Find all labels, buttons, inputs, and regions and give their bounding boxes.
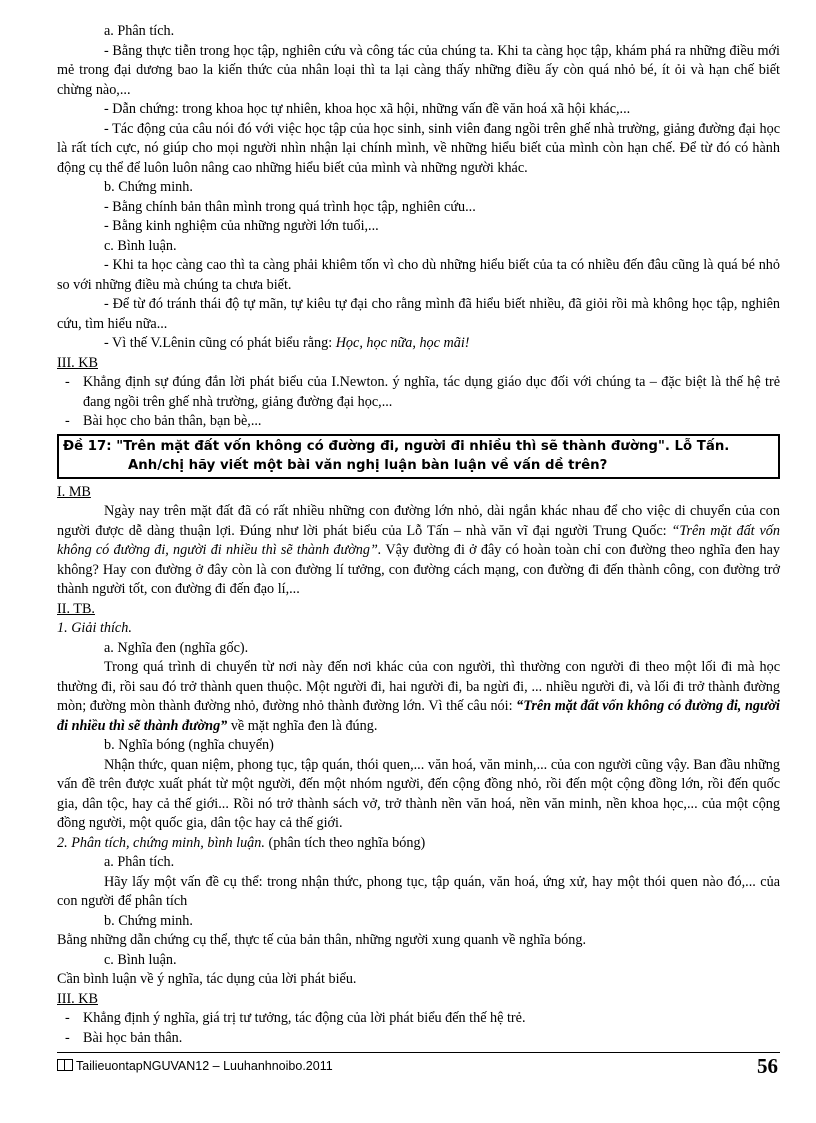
paragraph-text: Trong quá trình di chuyển từ nơi này đến nơi khác của con người, thì thường con người đi theo một lối đi mà học thường đi, rồi sau đó trở thành quen thuộc. Một người đi, hai người đi, ba ngừi đi, ... nhiều người đi, và lối đi trở thành đường mòn; đường mòn thành đường nhỏ, đường nhỏ thành đường lớn. Vì thế câu nói: [57,659,780,714]
paragraph [57,502,780,600]
section-label: b. Nghĩa bóng (nghĩa chuyển) [104,737,274,753]
book-icon [57,1059,73,1071]
subsection-title-text: 2. Phân tích, chứng minh, bình luận. [57,834,265,851]
paragraph: - Dẫn chứng: trong khoa học tự nhiên, khoa học xã hội, những vấn đề văn hoá xã hội khác,... [104,101,631,117]
footer-left [57,1057,333,1077]
section-label: a. Nghĩa đen (nghĩa gốc). [104,639,249,656]
paragraph: Nhận thức, quan niệm, phong tục, tập quán, thói quen,... văn hoá, văn minh,... của con người cũng vậy. Ban đầu những vấn đề trên được xuất phát từ một người, đến một nhóm người, đến cộng đồng nhỏ, rồi đến một cộng đồng lớn, rồi đến quốc gia, dân tộc, hay cả thế giới... Rồi nó trở thành sách vở, trở thành nền văn hoá, nền văn minh, nền khoa học,... của một cộng đồng người, một quốc gia, dân tộc hay cả thế giới. [57,756,780,831]
section-label: b. Chứng minh. [104,912,193,929]
paragraph-text: - Vì thế V.Lênin cũng có phát biểu rằng: [104,335,336,351]
footer-text: TailieuontapNGUVAN12 – Luuhanhnoibo.2011 [76,1059,333,1073]
bullet-item: - Bài học cho bản thân, bạn bè,... [57,412,780,432]
section-label: b. Chứng minh. [104,179,193,195]
paragraph-text: Vậy đường đi ở đây có hoàn toàn chỉ con đường theo nghĩa đen hay không? Hay con đường ở đây còn là con đường lí tưởng, con đường cách mạng, con đường đi đến thành công, con đường trở thành người tốt, con đường đi đến đạo lí,... [57,542,780,597]
paragraph: - Khi ta học càng cao thì ta càng phải khiêm tốn vì cho dù những hiểu biết của ta có nhiều đến đâu cũng là quá bé nhỏ so với những điều mà chúng ta chưa biết. [57,257,780,293]
lenin-quote: Học, học nữa, học mãi! [335,335,470,351]
section-label: c. Bình luận. [104,951,177,968]
paragraph: Bằng những dẫn chứng cụ thể, thực tế của bản thân, những người xung quanh về nghĩa bóng. [57,932,587,948]
section-label: c. Bình luận. [104,237,177,254]
section-heading: III. KB [57,354,98,371]
section-heading: III. KB [57,990,98,1007]
bullet-item: - Khẳng định sự đúng đắn lời phát biểu của I.Newton. ý nghĩa, tác dụng giáo dục đối với chúng ta – đặc biệt là thế hệ trẻ đang ngồi trên ghế nhà trường, giảng đường đại học,... [57,373,780,412]
subsection-note: (phân tích theo nghĩa bóng) [264,834,426,851]
page-content [57,22,780,1048]
paragraph-text: Ngày nay trên mặt đất đã có rất nhiều những con đường lớn nhỏ, dài ngắn khác nhau để cho việc di chuyển của con người được dễ dàng thuận lợi. Đúng như lời phát biểu của Lỗ Tấn – nhà văn vĩ đại người Trung Quốc: [57,503,780,539]
page-number: 56 [757,1054,778,1078]
paragraph [57,334,780,354]
section-heading: II. TB. [57,600,95,617]
lu-tan-quote: “Trên mặt đất vốn không có đường đi, người đi nhiều thì sẽ thành đường” [57,698,780,734]
bullet-item: - Bài học bản thân. [57,1029,780,1049]
lu-tan-quote: “Trên mặt đất vốn không có đường đi, người đi nhiều thì sẽ thành đường”. [57,522,780,558]
subsection-title [57,834,780,854]
paragraph: - Tác động của câu nói đó với việc học tập của học sinh, sinh viên đang ngồi trên ghế nhà trường, giảng đường đại học là rất tích cực, nó giúp cho mọi người nhìn nhận lại chính mình, về những hiểu biết của mình còn hạn chế. Để từ đó có hành động cụ thể để luôn luôn nâng cao những hiểu biết của mình và những người khác. [57,120,780,176]
paragraph: - Bằng kinh nghiệm của những người lớn tuổi,... [104,218,379,234]
question-line: Anh/chị hãy viết một bài văn nghị luận bàn luận về vấn dề trên? [128,457,608,473]
paragraph: Cần bình luận về ý nghĩa, tác dụng của lời phát biểu. [57,971,357,987]
question-box [57,434,780,479]
paragraph: - Để từ đó tránh thái độ tự mãn, tự kiêu tự đại cho rằng mình đã hiểu biết nhiều, đã giỏi rồi mà không học tập, nghiên cứu, tìm hiểu nữa... [57,296,780,332]
section-label: a. Phân tích. [104,23,175,39]
paragraph [57,658,780,736]
paragraph: - Bằng thực tiễn trong học tập, nghiên cứu và công tác của chúng ta. Khi ta càng học tập, khám phá ra những điều mới mẻ trong đại dương bao la kiến thức của nhân loại thì ta lại càng thấy những điều ấy còn quá nhỏ bé, ít ỏi và hạn chế biết chừng nào,... [57,42,780,98]
bullet-item: - Khẳng định ý nghĩa, giá trị tư tưởng, tác động của lời phát biểu đến thế hệ trẻ. [57,1009,780,1029]
paragraph: - Bằng chính bản thân mình trong quá trình học tập, nghiên cứu... [104,198,476,215]
paragraph: Hãy lấy một vấn đề cụ thể: trong nhận thức, phong tục, tập quán, văn hoá, ứng xử, hay một thói quen nào đó,... của con người để phân tích [57,873,780,909]
paragraph-text: về mặt nghĩa đen là đúng. [227,717,378,734]
question-line: Đề 17: "Trên mặt đất vốn không có đường đi, người đi nhiều thì sẽ thành đường". Lỗ Tấn. [63,438,730,454]
subsection-title: 1. Giải thích. [57,620,132,636]
section-heading: I. MB [57,483,91,500]
page-footer [57,1052,780,1083]
section-label: a. Phân tích. [104,854,175,870]
